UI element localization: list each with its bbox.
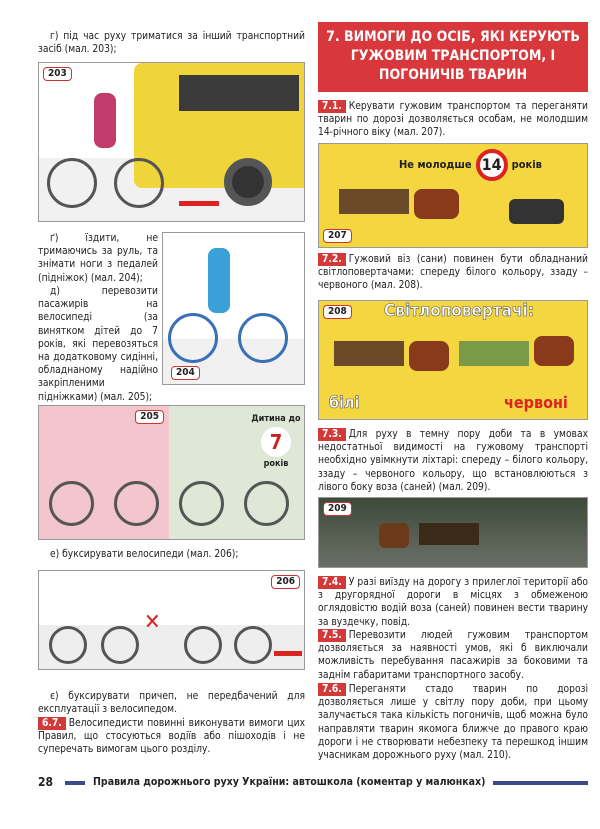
figure-number: 207 — [323, 229, 352, 243]
rule-text: У разі виїзду на дорогу з прилеглої території або з другорядної дороги в місцях з обмеженою оглядовістю водій воза (саней) повинен вести тварину за вуздечку, повід. — [318, 577, 588, 628]
sign-text: років — [511, 158, 542, 172]
figure-number: 203 — [43, 67, 72, 81]
bicycle-wheel — [168, 313, 218, 363]
rule-text: Велосипедисти повинні виконувати вимоги цих Правил, що стосуються водіїв або пішоходів і не суперечать вимогам цього розділу. — [38, 718, 305, 756]
rule-text: Для руху в темну пору доби та в умовах недостатньої видимості на гужовому транспорті необхідно увімкнути ліхтарі: спереду – білого кольору, ззаду – червоного кольору, що встановлюються з лівого боку воза (саней) (мал. 209). — [318, 429, 588, 493]
item-g: г) під час руху триматися за інший транспортний засіб (мал. 203); — [38, 31, 305, 56]
rule-7-6 — [318, 683, 588, 762]
cart-illustration — [339, 189, 409, 214]
page-footer — [38, 776, 588, 789]
red-label: червоні — [504, 393, 568, 412]
cart-illustration — [419, 523, 479, 545]
bicycle-wheel — [184, 626, 222, 664]
figure-204 — [162, 232, 305, 385]
rule-number: 7.3. — [318, 428, 346, 441]
bus-window — [179, 75, 299, 111]
bicycle-wheel — [49, 481, 94, 526]
cyclist-figure — [208, 248, 230, 313]
figure-205 — [38, 405, 305, 540]
footer-title: Правила дорожнього руху України: автошкола (коментар у малюнках) — [93, 776, 486, 788]
horse-illustration — [534, 336, 574, 366]
cyclist-figure — [94, 93, 116, 148]
figure-206 — [38, 570, 305, 670]
rule-7-3 — [318, 428, 588, 494]
rule-number: 6.7. — [38, 717, 66, 730]
rule-number: 7.6. — [318, 683, 346, 696]
rule-text: Переганяти стадо тварин по дорозі дозволяється лише у світлу пору доби, при цьому залучається така кількість погоничів, щоб можна було направляти тварин якомога ближче до правого краю дороги і не створювати небезпеку та перешкод іншим учасникам дорожнього руху (мал. 210). — [318, 684, 588, 762]
rule-6-7 — [38, 717, 305, 757]
rule-number: 7.1. — [318, 100, 346, 113]
section-header: 7. ВИМОГИ ДО ОСІБ, ЯКІ КЕРУЮТЬ ГУЖОВИМ ТРАНСПОРТОМ, І ПОГОНИЧІВ ТВАРИН — [318, 22, 588, 92]
bicycle-wheel — [101, 626, 139, 664]
white-label: білі — [329, 393, 360, 412]
item-g2: ґ) їздити, не тримаючись за руль, та знімати ноги з педалей (підніжок) (мал. 204); — [38, 233, 158, 284]
figure-number: 204 — [171, 366, 200, 380]
bicycle-wheel — [49, 626, 87, 664]
rule-number: 7.4. — [318, 576, 346, 589]
rule-text: Перевозити людей гужовим транспортом дозволяється за наявності умов, які б виключали можливість перебування пасажирів за боковими та заднім габаритами транспортного засобу. — [318, 630, 588, 681]
figure-208 — [318, 300, 588, 420]
bicycle-wheel — [179, 481, 224, 526]
item-e: е) буксирувати велосипеди (мал. 206); — [50, 549, 239, 560]
horse-illustration — [414, 189, 459, 219]
page-number: 28 — [38, 775, 54, 789]
bus-wheel — [224, 158, 272, 206]
figure-number: 206 — [271, 575, 300, 589]
horse-illustration — [409, 341, 449, 371]
footer-bar — [493, 781, 588, 785]
caption-text: років — [263, 459, 289, 469]
child-age-caption — [251, 414, 301, 470]
bicycle-wheel — [114, 481, 159, 526]
bicycle-wheel — [238, 313, 288, 363]
rule-text: Гужовий віз (сани) повинен бути обладнаний світлоповертачами: спереду білого кольору, ззаду – червоного (мал. 208). — [318, 254, 588, 292]
figure-number: 205 — [135, 410, 164, 424]
age-sign — [399, 149, 542, 181]
cow-illustration — [509, 199, 564, 224]
bicycle-wheel — [244, 481, 289, 526]
item-d: д) перевозити пасажирів на велосипеді (за винятком дітей до 7 років, які перевозяться на додатковому сидінні, обладнаному надійно закріпленими підніжками) (мал. 205); — [38, 286, 158, 403]
age-badge: 14 — [476, 149, 508, 181]
figure-number: 208 — [323, 305, 352, 319]
age-badge: 7 — [261, 427, 291, 457]
bicycle-wheel — [47, 158, 97, 208]
figure-203 — [38, 62, 305, 222]
bicycle-wheel — [234, 626, 272, 664]
rule-7-4 — [318, 576, 588, 629]
rule-7-5 — [318, 629, 588, 682]
figure-number: 209 — [323, 502, 352, 516]
figure-207 — [318, 143, 588, 248]
bicycle-wheel — [114, 158, 164, 208]
rule-number: 7.2. — [318, 253, 346, 266]
horse-illustration — [379, 523, 409, 548]
figure-209 — [318, 497, 588, 568]
arrow-icon — [179, 201, 219, 206]
sign-text: Не молодше — [399, 158, 472, 172]
reflectors-title: Світлоповертачі: — [384, 301, 534, 321]
cart-illustration — [334, 341, 404, 366]
item-ie: є) буксирувати причеп, не передбачений для експлуатації з велосипедом. — [38, 691, 305, 716]
rule-7-1 — [318, 100, 588, 140]
arrow-icon — [274, 651, 302, 656]
footer-bar — [65, 781, 85, 785]
hay-cart-illustration — [459, 341, 529, 366]
rule-7-2 — [318, 253, 588, 293]
caption-text: Дитина до — [251, 414, 301, 424]
rule-number: 7.5. — [318, 629, 346, 642]
rule-text: Керувати гужовим транспортом та переганяти тварин по дорозі дозволяється особам, не молодшим 14-річного віку (мал. 207). — [318, 101, 588, 139]
cross-icon: ✕ — [144, 610, 161, 635]
